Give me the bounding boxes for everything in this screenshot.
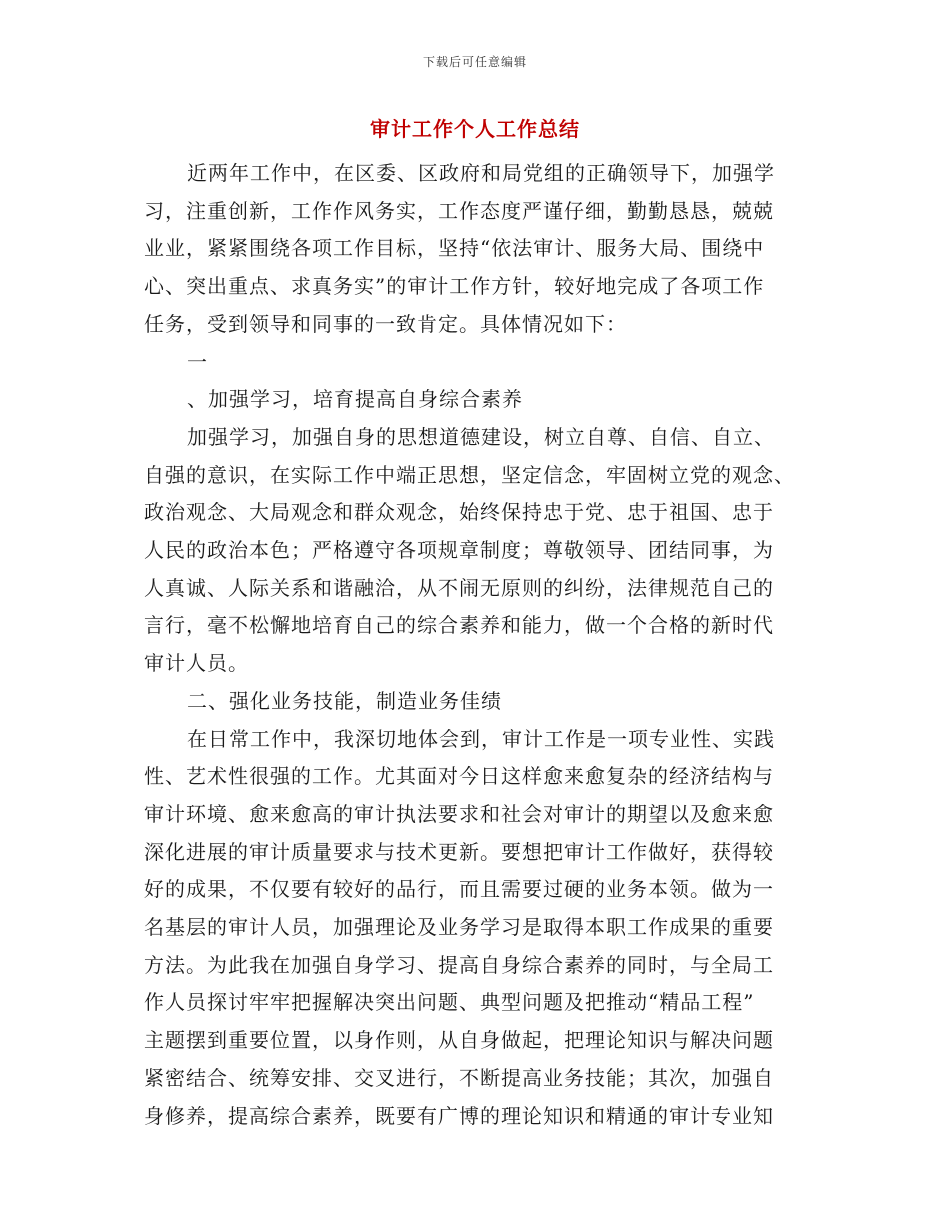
paragraph-line: 人民的政治本色；严格遵守各项规章制度；尊敬领导、团结同事，为: [144, 538, 774, 563]
paragraph-line: 自强的意识，在实际工作中端正思想，坚定信念，牢固树立党的观念、: [144, 462, 795, 487]
paragraph-line: 政治观念、大局观念和群众观念，始终保持忠于党、忠于祖国、忠于: [144, 500, 774, 525]
paragraph-line: 深化进展的审计质量要求与技术更新。要想把审计工作做好，获得较: [144, 839, 774, 864]
section-heading: 、加强学习，培育提高自身综合素养: [187, 387, 523, 412]
paragraph-line: 任务，受到领导和同事的一致肯定。具体情况如下：: [144, 311, 627, 336]
document-title: 审计工作个人工作总结: [370, 117, 580, 141]
paragraph-line: 言行，毫不松懈地培育自己的综合素养和能力，做一个合格的新时代: [144, 613, 774, 638]
paragraph-line: 在日常工作中，我深切地体会到，审计工作是一项专业性、实践: [187, 726, 775, 751]
paragraph-line: 紧密结合、统筹安排、交叉进行，不断提高业务技能；其次，加强自: [144, 1065, 774, 1090]
paragraph-line: 性、艺术性很强的工作。尤其面对今日这样愈来愈复杂的经济结构与: [144, 764, 774, 789]
page-header-note: 下载后可任意编辑: [422, 55, 527, 69]
paragraph-line: 主题摆到重要位置，以身作则，从自身做起，把理论知识与解决问题: [144, 1028, 774, 1053]
paragraph-line: 心、突出重点、求真务实”的审计工作方针，较好地完成了各项工作: [144, 274, 765, 299]
paragraph-line: 方法。为此我在加强自身学习、提高自身综合素养的同时，与全局工: [144, 952, 774, 977]
paragraph-line: 名基层的审计人员，加强理论及业务学习是取得本职工作成果的重要: [144, 915, 774, 940]
paragraph-line: 习，注重创新，工作作风务实，工作态度严谨仔细，勤勤恳恳，兢兢: [144, 198, 774, 223]
paragraph-line: 业业，紧紧围绕各项工作目标，坚持“依法审计、服务大局、围绕中: [144, 236, 765, 261]
paragraph-line: 近两年工作中，在区委、区政府和局党组的正确领导下，加强学: [187, 161, 775, 185]
paragraph-line: 审计人员。: [144, 651, 249, 676]
section-heading: 二、强化业务技能，制造业务佳绩: [187, 688, 502, 713]
paragraph-line: 人真诚、人际关系和谐融洽，从不闹无原则的纠纷，法律规范自己的: [144, 575, 774, 600]
paragraph-line: 审计环境、愈来愈高的审计执法要求和社会对审计的期望以及愈来愈: [144, 801, 774, 826]
paragraph-line: 作人员探讨牢牢把握解决突出问题、典型问题及把推动“精品工程”: [144, 990, 755, 1015]
document-body: [144, 155, 806, 1135]
section-number: 一: [187, 349, 208, 374]
paragraph-line: 加强学习，加强自身的思想道德建设，树立自尊、自信、自立、: [187, 424, 775, 449]
paragraph-line: 好的成果，不仅要有较好的品行，而且需要过硬的业务本领。做为一: [144, 877, 774, 902]
paragraph-line: 身修养，提高综合素养，既要有广博的理论知识和精通的审计专业知: [144, 1103, 774, 1128]
